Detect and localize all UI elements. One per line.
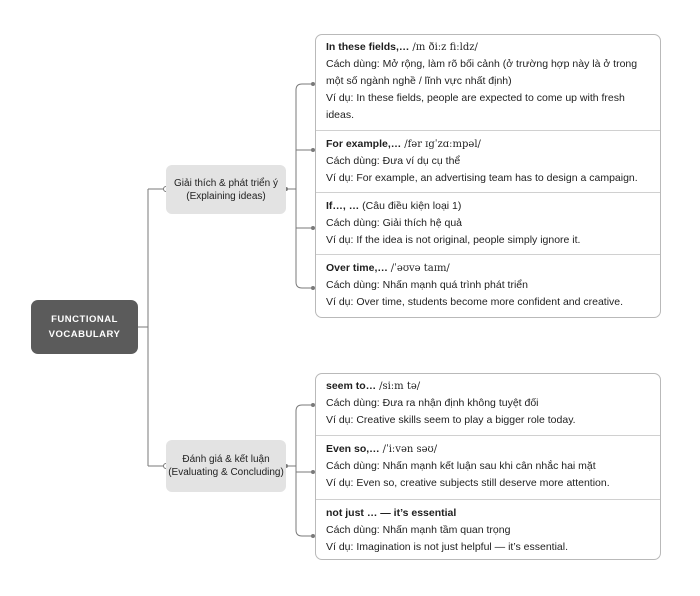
vocab-phrase: In these fields,…: [326, 41, 410, 53]
vocab-entry-in-these-fields: [316, 39, 660, 124]
vocab-example: Ví dụ: For example, an advertising team has to design a campaign.: [326, 172, 638, 184]
root-label-line2: VOCABULARY: [48, 329, 121, 340]
entries-card-evaluating: [315, 373, 661, 560]
vocab-pronunciation: /siːm tə/: [379, 381, 421, 392]
branch-label-line1: Đánh giá & kết luận: [182, 454, 270, 465]
branch-explaining-ideas[interactable]: [166, 165, 286, 214]
vocab-example: Ví dụ: Creative skills seem to play a bigger role today.: [326, 414, 576, 426]
vocab-entry-seem-to: [316, 378, 660, 429]
branch-label-line1: Giải thích & phát triển ý: [174, 177, 278, 189]
vocab-note: (Câu điều kiện loại 1): [362, 200, 462, 212]
vocab-usage: Cách dùng: Đưa ra nhận định không tuyệt đối: [326, 397, 539, 409]
branch-evaluating-concluding[interactable]: [166, 440, 286, 492]
vocab-example: Ví dụ: Even so, creative subjects still deserve more attention.: [326, 477, 610, 489]
branch2-connector: [286, 405, 313, 536]
vocab-example: Ví dụ: Imagination is not just helpful — it’s essential.: [326, 541, 569, 553]
vocab-pronunciation: /ˈiːvən səʊ/: [382, 444, 438, 455]
vocab-pronunciation: /ɪn ðiːz fiːldz/: [412, 42, 478, 53]
vocab-phrase: Even so,…: [326, 443, 380, 455]
vocab-usage: Cách dùng: Nhấn mạnh quá trình phát triển: [326, 279, 528, 291]
vocab-usage: Cách dùng: Mở rộng, làm rõ bối cảnh (ở trường hợp này là ở trong một số ngành nghề / lĩnh vực nhất định): [326, 58, 638, 87]
root-label-line1: FUNCTIONAL: [51, 314, 118, 325]
vocab-pronunciation: /fər ɪgˈzɑːmpəl/: [404, 139, 481, 150]
entries-card-explaining: [315, 34, 661, 318]
vocab-entry-over-time: [316, 254, 660, 311]
root-node[interactable]: [31, 300, 138, 354]
vocab-phrase: seem to…: [326, 380, 377, 392]
vocab-entry-for-example: [316, 130, 660, 187]
vocab-example: Ví dụ: If the idea is not original, people simply ignore it.: [326, 234, 581, 246]
vocab-phrase: Over time,…: [326, 262, 388, 274]
vocab-phrase: not just … — it’s essential: [326, 507, 457, 519]
vocab-phrase: For example,…: [326, 138, 402, 150]
vocab-usage: Cách dùng: Nhấn mạnh tầm quan trọng: [326, 524, 511, 536]
vocab-entry-not-just: [316, 499, 660, 556]
branch1-connector: [286, 84, 313, 288]
vocab-usage: Cách dùng: Giải thích hệ quả: [326, 217, 463, 229]
vocab-example: Ví dụ: In these fields, people are expected to come up with fresh ideas.: [326, 92, 625, 121]
vocab-entry-if: [316, 192, 660, 249]
vocab-example: Ví dụ: Over time, students become more confident and creative.: [326, 296, 624, 308]
branch-label-line2: (Evaluating & Concluding): [168, 467, 284, 478]
branch-label-line2: (Explaining ideas): [186, 190, 266, 202]
vocab-entry-even-so: [316, 435, 660, 492]
vocab-pronunciation: /ˈəʊvə taɪm/: [390, 263, 450, 274]
vocab-phrase: If…, …: [326, 200, 360, 212]
vocab-usage: Cách dùng: Đưa ví dụ cụ thể: [326, 155, 461, 167]
vocab-usage: Cách dùng: Nhấn mạnh kết luận sau khi cân nhắc hai mặt: [326, 460, 596, 472]
root-connector: [138, 189, 166, 466]
